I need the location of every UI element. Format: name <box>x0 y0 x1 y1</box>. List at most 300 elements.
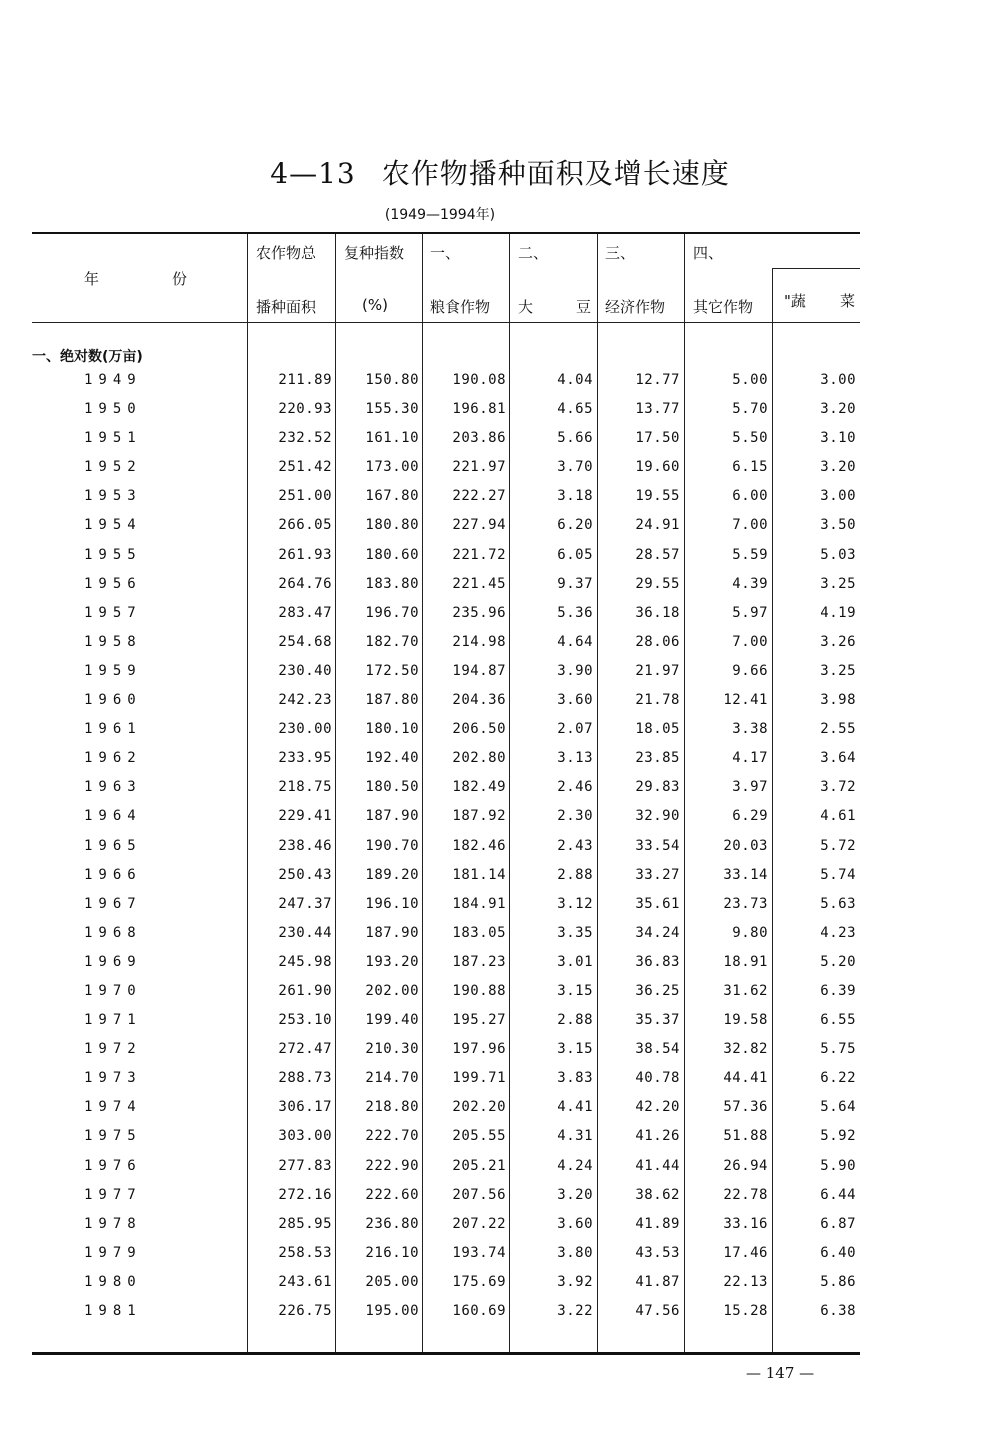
year-cell: 1952 <box>84 459 142 476</box>
vegetables-cell: 6.55 <box>820 1012 856 1029</box>
table-row <box>32 663 860 692</box>
total-area-cell: 306.17 <box>278 1099 332 1116</box>
table-row <box>32 488 860 517</box>
multiple-crop-index-cell: 216.10 <box>365 1244 419 1261</box>
vegetables-cell: 3.20 <box>820 401 856 418</box>
total-area-cell: 254.68 <box>278 633 332 650</box>
table-row <box>32 1303 860 1332</box>
vegetables-cell: 5.75 <box>820 1041 856 1058</box>
year-cell: 1965 <box>84 837 142 854</box>
multiple-crop-index-cell: 196.70 <box>365 604 419 621</box>
soybean-cell: 4.64 <box>557 633 593 650</box>
economic-crops-cell: 38.62 <box>635 1186 680 1203</box>
soybean-cell: 3.15 <box>557 1041 593 1058</box>
multiple-crop-index-cell: 205.00 <box>365 1273 419 1290</box>
year-cell: 1961 <box>84 721 142 738</box>
vegetables-cell: 3.98 <box>820 692 856 709</box>
soybean-cell: 3.60 <box>557 1215 593 1232</box>
economic-crops-cell: 38.54 <box>635 1041 680 1058</box>
other-crops-cell: 44.41 <box>723 1070 768 1087</box>
economic-crops-cell: 34.24 <box>635 924 680 941</box>
multiple-crop-index-cell: 189.20 <box>365 866 419 883</box>
vegetables-cell: 3.00 <box>820 488 856 505</box>
total-area-cell: 277.83 <box>278 1157 332 1174</box>
economic-crops-cell: 17.50 <box>635 430 680 447</box>
total-area-cell: 245.98 <box>278 953 332 970</box>
grain-crops-cell: 205.21 <box>452 1157 506 1174</box>
total-area-cell: 230.40 <box>278 662 332 679</box>
other-crops-cell: 5.00 <box>732 372 768 388</box>
table-row <box>32 779 860 808</box>
year-cell: 1956 <box>84 575 142 592</box>
soybean-cell: 3.18 <box>557 488 593 505</box>
other-crops-cell: 22.78 <box>723 1186 768 1203</box>
vegetables-cell: 3.25 <box>820 575 856 592</box>
year-cell: 1958 <box>84 633 142 650</box>
grain-header-bottom: 粮食作物 <box>430 298 491 316</box>
economic-crops-cell: 36.18 <box>635 604 680 621</box>
year-cell: 1966 <box>84 866 142 883</box>
table-row <box>32 372 860 401</box>
year-cell: 1969 <box>84 953 142 970</box>
year-cell: 1962 <box>84 750 142 767</box>
total-area-cell: 226.75 <box>278 1303 332 1319</box>
year-cell: 1971 <box>84 1012 142 1029</box>
grain-crops-cell: 227.94 <box>452 517 506 534</box>
table-row <box>32 576 860 605</box>
grain-crops-cell: 221.72 <box>452 546 506 563</box>
vegetables-cell: 5.63 <box>820 895 856 912</box>
vegetables-cell: 3.50 <box>820 517 856 534</box>
table-row <box>32 750 860 779</box>
total-area-cell: 283.47 <box>278 604 332 621</box>
multiple-crop-index-cell: 187.90 <box>365 924 419 941</box>
multiple-crop-index-cell: 161.10 <box>365 430 419 447</box>
economic-crops-cell: 36.25 <box>635 982 680 999</box>
other-crops-cell: 26.94 <box>723 1157 768 1174</box>
other-crops-cell: 5.70 <box>732 401 768 418</box>
other-crops-cell: 15.28 <box>723 1303 768 1319</box>
economic-crops-cell: 23.85 <box>635 750 680 767</box>
total-area-cell: 232.52 <box>278 430 332 447</box>
economic-crops-cell: 29.55 <box>635 575 680 592</box>
table-row <box>32 1216 860 1245</box>
multiple-crop-index-cell: 173.00 <box>365 459 419 476</box>
grain-crops-cell: 181.14 <box>452 866 506 883</box>
grain-crops-cell: 197.96 <box>452 1041 506 1058</box>
table-row <box>32 983 860 1012</box>
year-cell: 1973 <box>84 1070 142 1087</box>
vegetables-cell: 5.64 <box>820 1099 856 1116</box>
table-row <box>32 867 860 896</box>
grain-crops-cell: 207.56 <box>452 1186 506 1203</box>
header-subrule <box>772 268 860 269</box>
other-crops-cell: 3.38 <box>732 721 768 738</box>
vegetables-cell: 4.19 <box>820 604 856 621</box>
total-area-cell: 266.05 <box>278 517 332 534</box>
grain-header-top: 一、 <box>430 244 461 262</box>
total-area-cell: 229.41 <box>278 808 332 825</box>
soybean-cell: 3.01 <box>557 953 593 970</box>
grain-crops-cell: 199.71 <box>452 1070 506 1087</box>
year-cell: 1955 <box>84 546 142 563</box>
other-crops-cell: 5.97 <box>732 604 768 621</box>
economic-crops-cell: 41.26 <box>635 1128 680 1145</box>
table-row <box>32 954 860 983</box>
other-crops-cell: 6.00 <box>732 488 768 505</box>
multiple-crop-index-cell: 236.80 <box>365 1215 419 1232</box>
vegetables-cell: 5.74 <box>820 866 856 883</box>
economic-crops-cell: 41.87 <box>635 1273 680 1290</box>
table-row <box>32 1274 860 1303</box>
other-crops-cell: 12.41 <box>723 692 768 709</box>
economic-crops-cell: 41.44 <box>635 1157 680 1174</box>
year-cell: 1949 <box>84 372 142 388</box>
other-crops-cell: 4.17 <box>732 750 768 767</box>
grain-crops-cell: 160.69 <box>452 1303 506 1319</box>
veg-header-2: 菜 <box>840 292 856 310</box>
other-crops-cell: 17.46 <box>723 1244 768 1261</box>
vegetables-cell: 3.00 <box>820 372 856 388</box>
year-cell: 1978 <box>84 1215 142 1232</box>
grain-crops-cell: 203.86 <box>452 430 506 447</box>
total-area-cell: 220.93 <box>278 401 332 418</box>
vegetables-cell: 6.87 <box>820 1215 856 1232</box>
soybean-cell: 3.60 <box>557 692 593 709</box>
soybean-cell: 2.88 <box>557 1012 593 1029</box>
table-row <box>32 634 860 663</box>
econ-header-bottom: 经济作物 <box>605 298 666 316</box>
economic-crops-cell: 36.83 <box>635 953 680 970</box>
grain-crops-cell: 202.20 <box>452 1099 506 1116</box>
total-area-cell: 251.42 <box>278 459 332 476</box>
economic-crops-cell: 35.61 <box>635 895 680 912</box>
multiple-crop-index-cell: 218.80 <box>365 1099 419 1116</box>
vegetables-cell: 3.64 <box>820 750 856 767</box>
soybean-cell: 2.30 <box>557 808 593 825</box>
grain-crops-cell: 221.97 <box>452 459 506 476</box>
total-area-cell: 251.00 <box>278 488 332 505</box>
soy-header-bottom-1: 大 <box>518 298 534 316</box>
table-row <box>32 692 860 721</box>
other-crops-cell: 7.00 <box>732 517 768 534</box>
other-crops-cell: 31.62 <box>723 982 768 999</box>
total-header-bottom: 播种面积 <box>256 298 317 316</box>
soybean-cell: 3.12 <box>557 895 593 912</box>
economic-crops-cell: 19.55 <box>635 488 680 505</box>
economic-crops-cell: 13.77 <box>635 401 680 418</box>
soy-header-bottom-2: 豆 <box>576 298 592 316</box>
multiple-crop-index-cell: 222.90 <box>365 1157 419 1174</box>
vegetables-cell: 3.10 <box>820 430 856 447</box>
total-area-cell: 261.93 <box>278 546 332 563</box>
grain-crops-cell: 204.36 <box>452 692 506 709</box>
soybean-cell: 3.15 <box>557 982 593 999</box>
grain-crops-cell: 182.49 <box>452 779 506 796</box>
year-cell: 1976 <box>84 1157 142 1174</box>
table-row <box>32 401 860 430</box>
total-area-cell: 261.90 <box>278 982 332 999</box>
grain-crops-cell: 195.27 <box>452 1012 506 1029</box>
grain-crops-cell: 187.23 <box>452 953 506 970</box>
other-crops-cell: 22.13 <box>723 1273 768 1290</box>
grain-crops-cell: 183.05 <box>452 924 506 941</box>
table-row <box>32 517 860 546</box>
soybean-cell: 4.41 <box>557 1099 593 1116</box>
table-row <box>32 1158 860 1187</box>
table-number: 4—13 <box>270 157 356 190</box>
vegetables-cell: 6.40 <box>820 1244 856 1261</box>
soybean-cell: 3.80 <box>557 1244 593 1261</box>
page-number: — 147 — <box>746 1364 815 1382</box>
multiple-crop-index-cell: 155.30 <box>365 401 419 418</box>
year-cell: 1974 <box>84 1099 142 1116</box>
economic-crops-cell: 21.78 <box>635 692 680 709</box>
year-cell: 1972 <box>84 1041 142 1058</box>
vegetables-cell: 5.90 <box>820 1157 856 1174</box>
total-area-cell: 272.47 <box>278 1041 332 1058</box>
other-crops-cell: 33.16 <box>723 1215 768 1232</box>
total-area-cell: 272.16 <box>278 1186 332 1203</box>
multiple-crop-index-cell: 182.70 <box>365 633 419 650</box>
grain-crops-cell: 221.45 <box>452 575 506 592</box>
economic-crops-cell: 28.57 <box>635 546 680 563</box>
multiple-crop-index-cell: 187.90 <box>365 808 419 825</box>
section-label: 一、绝对数(万亩) <box>32 349 143 365</box>
vegetables-cell: 5.92 <box>820 1128 856 1145</box>
soybean-cell: 2.43 <box>557 837 593 854</box>
table-row <box>32 547 860 576</box>
vegetables-cell: 2.55 <box>820 721 856 738</box>
multiple-crop-index-cell: 222.60 <box>365 1186 419 1203</box>
table-row <box>32 1187 860 1216</box>
soybean-cell: 3.92 <box>557 1273 593 1290</box>
economic-crops-cell: 32.90 <box>635 808 680 825</box>
soybean-cell: 4.04 <box>557 372 593 388</box>
grain-crops-cell: 222.27 <box>452 488 506 505</box>
other-crops-cell: 6.15 <box>732 459 768 476</box>
year-cell: 1968 <box>84 924 142 941</box>
grain-crops-cell: 207.22 <box>452 1215 506 1232</box>
soybean-cell: 3.22 <box>557 1303 593 1319</box>
grain-crops-cell: 190.88 <box>452 982 506 999</box>
economic-crops-cell: 40.78 <box>635 1070 680 1087</box>
soy-header-top: 二、 <box>518 244 549 262</box>
economic-crops-cell: 41.89 <box>635 1215 680 1232</box>
other-crops-cell: 6.29 <box>732 808 768 825</box>
vegetables-cell: 6.44 <box>820 1186 856 1203</box>
economic-crops-cell: 43.53 <box>635 1244 680 1261</box>
soybean-cell: 2.07 <box>557 721 593 738</box>
table-row <box>32 1041 860 1070</box>
year-header-2: 份 <box>172 270 188 288</box>
table-row <box>32 808 860 837</box>
multiple-crop-index-cell: 180.80 <box>365 517 419 534</box>
year-cell: 1967 <box>84 895 142 912</box>
multiple-crop-index-cell: 222.70 <box>365 1128 419 1145</box>
soybean-cell: 3.83 <box>557 1070 593 1087</box>
multiple-crop-index-cell: 199.40 <box>365 1012 419 1029</box>
vegetables-cell: 3.20 <box>820 459 856 476</box>
economic-crops-cell: 18.05 <box>635 721 680 738</box>
soybean-cell: 2.46 <box>557 779 593 796</box>
other-crops-cell: 57.36 <box>723 1099 768 1116</box>
table-row <box>32 1128 860 1157</box>
total-area-cell: 233.95 <box>278 750 332 767</box>
data-table <box>32 232 860 1355</box>
economic-crops-cell: 24.91 <box>635 517 680 534</box>
other-crops-cell: 7.00 <box>732 633 768 650</box>
multiple-crop-index-cell: 210.30 <box>365 1041 419 1058</box>
multiple-crop-index-cell: 167.80 <box>365 488 419 505</box>
other-crops-cell: 4.39 <box>732 575 768 592</box>
total-area-cell: 247.37 <box>278 895 332 912</box>
other-crops-cell: 9.80 <box>732 924 768 941</box>
grain-crops-cell: 205.55 <box>452 1128 506 1145</box>
grain-crops-cell: 235.96 <box>452 604 506 621</box>
table-row <box>32 896 860 925</box>
table-title: 农作物播种面积及增长速度 <box>381 157 730 190</box>
total-header-top: 农作物总 <box>256 244 317 262</box>
page-title <box>0 152 1000 192</box>
vegetables-cell: 5.03 <box>820 546 856 563</box>
other-crops-cell: 51.88 <box>723 1128 768 1145</box>
multiple-crop-index-cell: 202.00 <box>365 982 419 999</box>
multiple-crop-index-cell: 183.80 <box>365 575 419 592</box>
other-crops-cell: 33.14 <box>723 866 768 883</box>
year-cell: 1957 <box>84 604 142 621</box>
table-row <box>32 838 860 867</box>
year-cell: 1975 <box>84 1128 142 1145</box>
soybean-cell: 3.90 <box>557 662 593 679</box>
other-crops-cell: 23.73 <box>723 895 768 912</box>
multiple-crop-index-cell: 172.50 <box>365 662 419 679</box>
grain-crops-cell: 206.50 <box>452 721 506 738</box>
year-cell: 1980 <box>84 1273 142 1290</box>
table-row <box>32 1099 860 1128</box>
multiple-crop-index-cell: 187.80 <box>365 692 419 709</box>
vegetables-cell: 3.26 <box>820 633 856 650</box>
grain-crops-cell: 187.92 <box>452 808 506 825</box>
total-area-cell: 303.00 <box>278 1128 332 1145</box>
grain-crops-cell: 175.69 <box>452 1273 506 1290</box>
multiple-crop-index-cell: 180.10 <box>365 721 419 738</box>
soybean-cell: 3.35 <box>557 924 593 941</box>
grain-crops-cell: 184.91 <box>452 895 506 912</box>
vegetables-cell: 6.38 <box>820 1303 856 1319</box>
multiple-crop-index-cell: 192.40 <box>365 750 419 767</box>
soybean-cell: 6.05 <box>557 546 593 563</box>
other-crops-cell: 18.91 <box>723 953 768 970</box>
soybean-cell: 5.66 <box>557 430 593 447</box>
year-cell: 1950 <box>84 401 142 418</box>
year-range: (1949—1994年) <box>384 207 496 223</box>
vegetables-cell: 4.23 <box>820 924 856 941</box>
other-crops-cell: 3.97 <box>732 779 768 796</box>
soybean-cell: 3.20 <box>557 1186 593 1203</box>
vegetables-cell: 4.61 <box>820 808 856 825</box>
soybean-cell: 3.70 <box>557 459 593 476</box>
soybean-cell: 4.31 <box>557 1128 593 1145</box>
year-cell: 1953 <box>84 488 142 505</box>
other-crops-cell: 9.66 <box>732 662 768 679</box>
grain-crops-cell: 214.98 <box>452 633 506 650</box>
year-cell: 1979 <box>84 1244 142 1261</box>
soybean-cell: 4.24 <box>557 1157 593 1174</box>
table-row <box>32 925 860 954</box>
total-area-cell: 288.73 <box>278 1070 332 1087</box>
year-cell: 1964 <box>84 808 142 825</box>
grain-crops-cell: 190.08 <box>452 372 506 388</box>
header-rule <box>32 322 860 323</box>
table-row <box>32 1070 860 1099</box>
total-area-cell: 230.00 <box>278 721 332 738</box>
table-row <box>32 1012 860 1041</box>
grain-crops-cell: 194.87 <box>452 662 506 679</box>
vegetables-cell: 6.39 <box>820 982 856 999</box>
grain-crops-cell: 196.81 <box>452 401 506 418</box>
other-crops-cell: 20.03 <box>723 837 768 854</box>
soybean-cell: 4.65 <box>557 401 593 418</box>
year-cell: 1959 <box>84 662 142 679</box>
soybean-cell: 9.37 <box>557 575 593 592</box>
total-area-cell: 243.61 <box>278 1273 332 1290</box>
vegetables-cell: 3.25 <box>820 662 856 679</box>
econ-header-top: 三、 <box>605 244 636 262</box>
year-cell: 1970 <box>84 982 142 999</box>
economic-crops-cell: 29.83 <box>635 779 680 796</box>
economic-crops-cell: 47.56 <box>635 1303 680 1319</box>
multiple-crop-index-cell: 195.00 <box>365 1303 419 1319</box>
veg-header-1: "蔬 <box>784 292 806 310</box>
other-crops-cell: 5.50 <box>732 430 768 447</box>
year-header-1: 年 <box>84 270 100 288</box>
economic-crops-cell: 33.27 <box>635 866 680 883</box>
total-area-cell: 211.89 <box>278 372 332 388</box>
year-cell: 1960 <box>84 692 142 709</box>
grain-crops-cell: 202.80 <box>452 750 506 767</box>
index-header-bottom: (%) <box>362 296 388 314</box>
other-crops-cell: 5.59 <box>732 546 768 563</box>
other-header-top: 四、 <box>693 244 724 262</box>
total-area-cell: 218.75 <box>278 779 332 796</box>
total-area-cell: 250.43 <box>278 866 332 883</box>
vegetables-cell: 5.86 <box>820 1273 856 1290</box>
year-cell: 1951 <box>84 430 142 447</box>
multiple-crop-index-cell: 180.50 <box>365 779 419 796</box>
economic-crops-cell: 35.37 <box>635 1012 680 1029</box>
other-crops-cell: 32.82 <box>723 1041 768 1058</box>
economic-crops-cell: 33.54 <box>635 837 680 854</box>
total-area-cell: 230.44 <box>278 924 332 941</box>
table-body <box>32 372 860 1332</box>
vegetables-cell: 3.72 <box>820 779 856 796</box>
vegetables-cell: 5.72 <box>820 837 856 854</box>
table-row <box>32 459 860 488</box>
soybean-cell: 3.13 <box>557 750 593 767</box>
table-row <box>32 605 860 634</box>
table-row <box>32 721 860 750</box>
total-area-cell: 242.23 <box>278 692 332 709</box>
year-cell: 1977 <box>84 1186 142 1203</box>
total-area-cell: 258.53 <box>278 1244 332 1261</box>
total-area-cell: 285.95 <box>278 1215 332 1232</box>
multiple-crop-index-cell: 193.20 <box>365 953 419 970</box>
other-header-bottom: 其它作物 <box>693 298 754 316</box>
soybean-cell: 6.20 <box>557 517 593 534</box>
table-row <box>32 1245 860 1274</box>
table-row <box>32 430 860 459</box>
